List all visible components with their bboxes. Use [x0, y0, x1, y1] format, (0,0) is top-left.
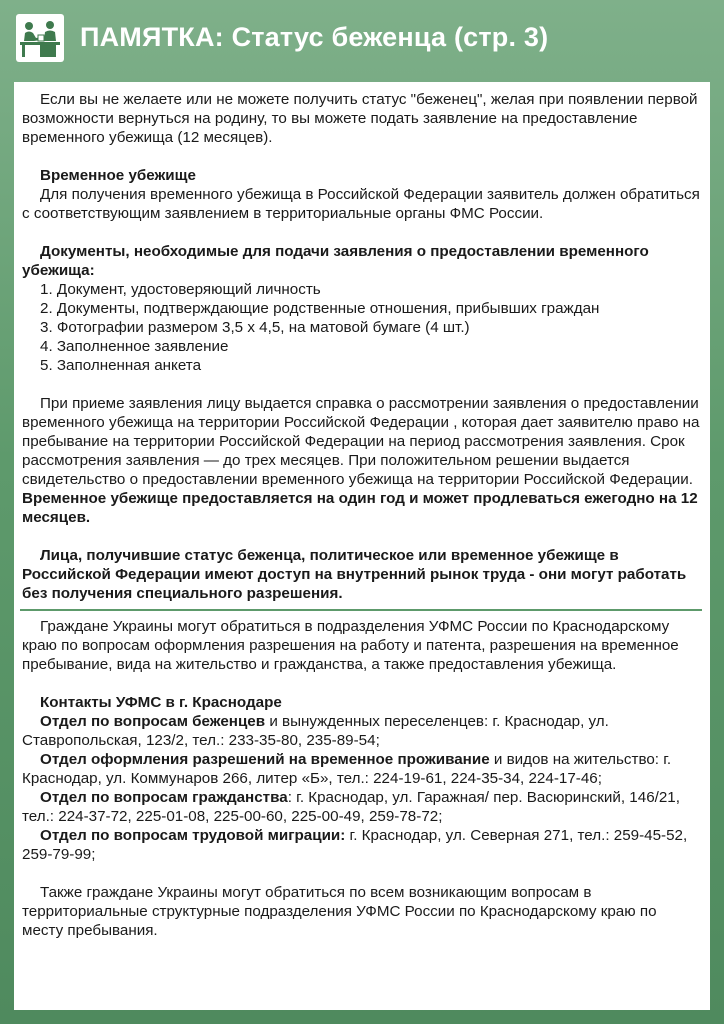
contacts-heading: Контакты УФМС в г. Краснодаре — [40, 694, 282, 711]
reception-bold-text: Временное убежище предоставляется на один год и может продлеваться ежегодно на 12 месяцев. — [22, 490, 698, 526]
contact-details: г. Краснодар, ул. Северная 271, тел.: 259-45-52, 259-79-99; — [22, 827, 688, 863]
temp-asylum-heading: Временное убежище — [40, 167, 196, 184]
content-panel — [14, 82, 710, 1010]
header-bar — [0, 0, 724, 78]
contact-item — [22, 788, 700, 826]
list-item: 4. Заполненное заявление — [40, 338, 229, 355]
reception-text: При приеме заявления лицу выдается справка о рассмотрении заявления о предоставлении временного убежища на территории Российской Федерации , которая дает заявителю право на пребывание на территории Российской Федерации на период рассмотрения заявления. Срок рассмотрения заявления — до трех месяцев. При положительном решении выдается свидетельство о предоставлении временного убежища на территории Российской Федерации. — [22, 395, 700, 488]
contact-details: и видов на жительство: г. Краснодар, ул. Коммунаров 266, литер «Б», тел.: 224-19-61, 224-35-34, 224-17-46; — [22, 751, 672, 787]
contact-details: и вынужденных переселенцев: г. Краснодар, ул. Ставропольская, 123/2, тел.: 233-35-80, 235-89-54; — [22, 713, 609, 749]
temp-asylum-text: Для получения временного убежища в Российской Федерации заявитель должен обратиться с соответствующим заявлением в территориальные органы ФМС России. — [22, 186, 700, 222]
section-divider — [20, 609, 702, 611]
ukraine-paragraph: Граждане Украины могут обратиться в подразделения УФМС России по Краснодарскому краю по вопросам оформления разрешения на работу и патента, разрешения на временное пребывание, вида на жительство и гражданства, а также предоставления убежища. — [22, 618, 679, 673]
page-title: ПАМЯТКА: Статус беженца (стр. 3) — [80, 22, 549, 52]
contact-item — [22, 750, 700, 788]
list-item: 3. Фотографии размером 3,5 х 4,5, на матовой бумаге (4 шт.) — [40, 319, 470, 336]
contact-dept-name: Отдел по вопросам трудовой миграции: — [40, 827, 346, 844]
contact-details: : г. Краснодар, ул. Гаражная/ пер. Васюринский, 146/21, тел.: 224-37-72, 225-01-08, 225-00-60, 225-00-49, 259-78-72; — [22, 789, 680, 825]
contact-dept-name: Отдел оформления разрешений на временное проживание — [40, 751, 490, 768]
reception-paragraph — [22, 394, 700, 527]
footer-note: Также граждане Украины могут обратиться по всем возникающим вопросам в территориальные структурные подразделения УФМС России по Краснодарскому краю по месту пребывания. — [22, 884, 657, 939]
contact-item — [22, 826, 700, 864]
intro-paragraph: Если вы не желаете или не можете получить статус "беженец", желая при появлении первой возможности вернуться на родину, то вы можете подать заявление на предоставление временного убежища (12 месяцев). — [22, 91, 698, 146]
documents-heading: Документы, необходимые для подачи заявления о предоставлении временного убежища: — [22, 243, 649, 279]
reception-desk-icon — [16, 14, 64, 62]
labor-paragraph: Лица, получившие статус беженца, политическое или временное убежище в Российской Федерации имеют доступ на внутренний рынок труда - они могут работать без получения специального разрешения. — [22, 547, 687, 602]
list-item: 1. Документ, удостоверяющий личность — [40, 281, 321, 298]
list-item: 5. Заполненная анкета — [40, 357, 202, 374]
contact-item — [22, 712, 700, 750]
list-item: 2. Документы, подтверждающие родственные отношения, прибывших граждан — [40, 300, 600, 317]
contact-dept-name: Отдел по вопросам гражданства — [40, 789, 288, 806]
contact-dept-name: Отдел по вопросам беженцев — [40, 713, 266, 730]
documents-list — [22, 280, 700, 375]
